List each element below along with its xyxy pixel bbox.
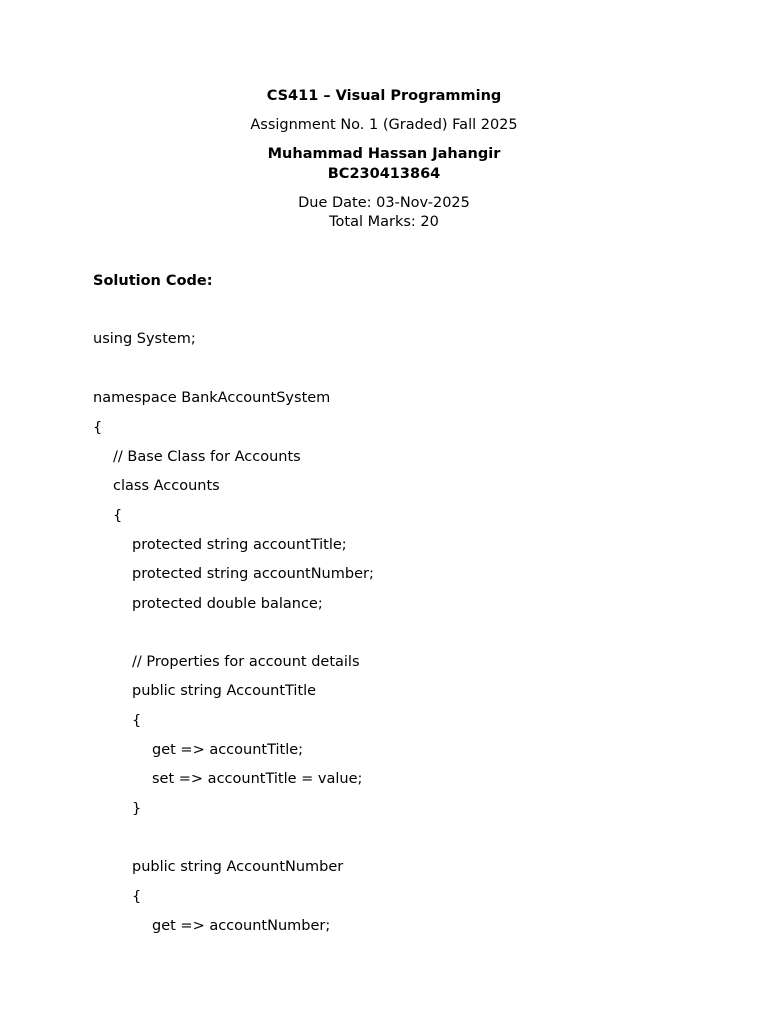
code-line: using System; — [93, 331, 196, 347]
code-line: { — [132, 713, 142, 729]
code-line: set => accountTitle = value; — [152, 771, 363, 787]
student-id: BC230413864 — [327, 166, 441, 182]
code-line: protected string accountTitle; — [132, 537, 347, 553]
code-line: protected double balance; — [132, 596, 323, 612]
code-line: get => accountNumber; — [152, 918, 331, 934]
total-marks: Total Marks: 20 — [329, 214, 439, 230]
code-line: { — [93, 420, 103, 436]
assignment-title: Assignment No. 1 (Graded) Fall 2025 — [250, 117, 518, 133]
code-line: get => accountTitle; — [152, 742, 304, 758]
code-line: public string AccountNumber — [132, 859, 344, 875]
course-title: CS411 – Visual Programming — [266, 88, 502, 104]
code-line: } — [132, 801, 142, 817]
code-line: { — [132, 889, 142, 905]
section-title: Solution Code: — [93, 273, 213, 289]
code-line: public string AccountTitle — [132, 683, 317, 699]
student-name: Muhammad Hassan Jahangir — [267, 146, 501, 162]
code-line: { — [113, 508, 123, 524]
code-comment: // Base Class for Accounts — [113, 449, 301, 465]
code-line: namespace BankAccountSystem — [93, 390, 331, 406]
due-date: Due Date: 03-Nov-2025 — [298, 195, 470, 211]
code-line: class Accounts — [113, 478, 220, 494]
code-line: protected string accountNumber; — [132, 566, 374, 582]
code-comment: // Properties for account details — [132, 654, 360, 670]
